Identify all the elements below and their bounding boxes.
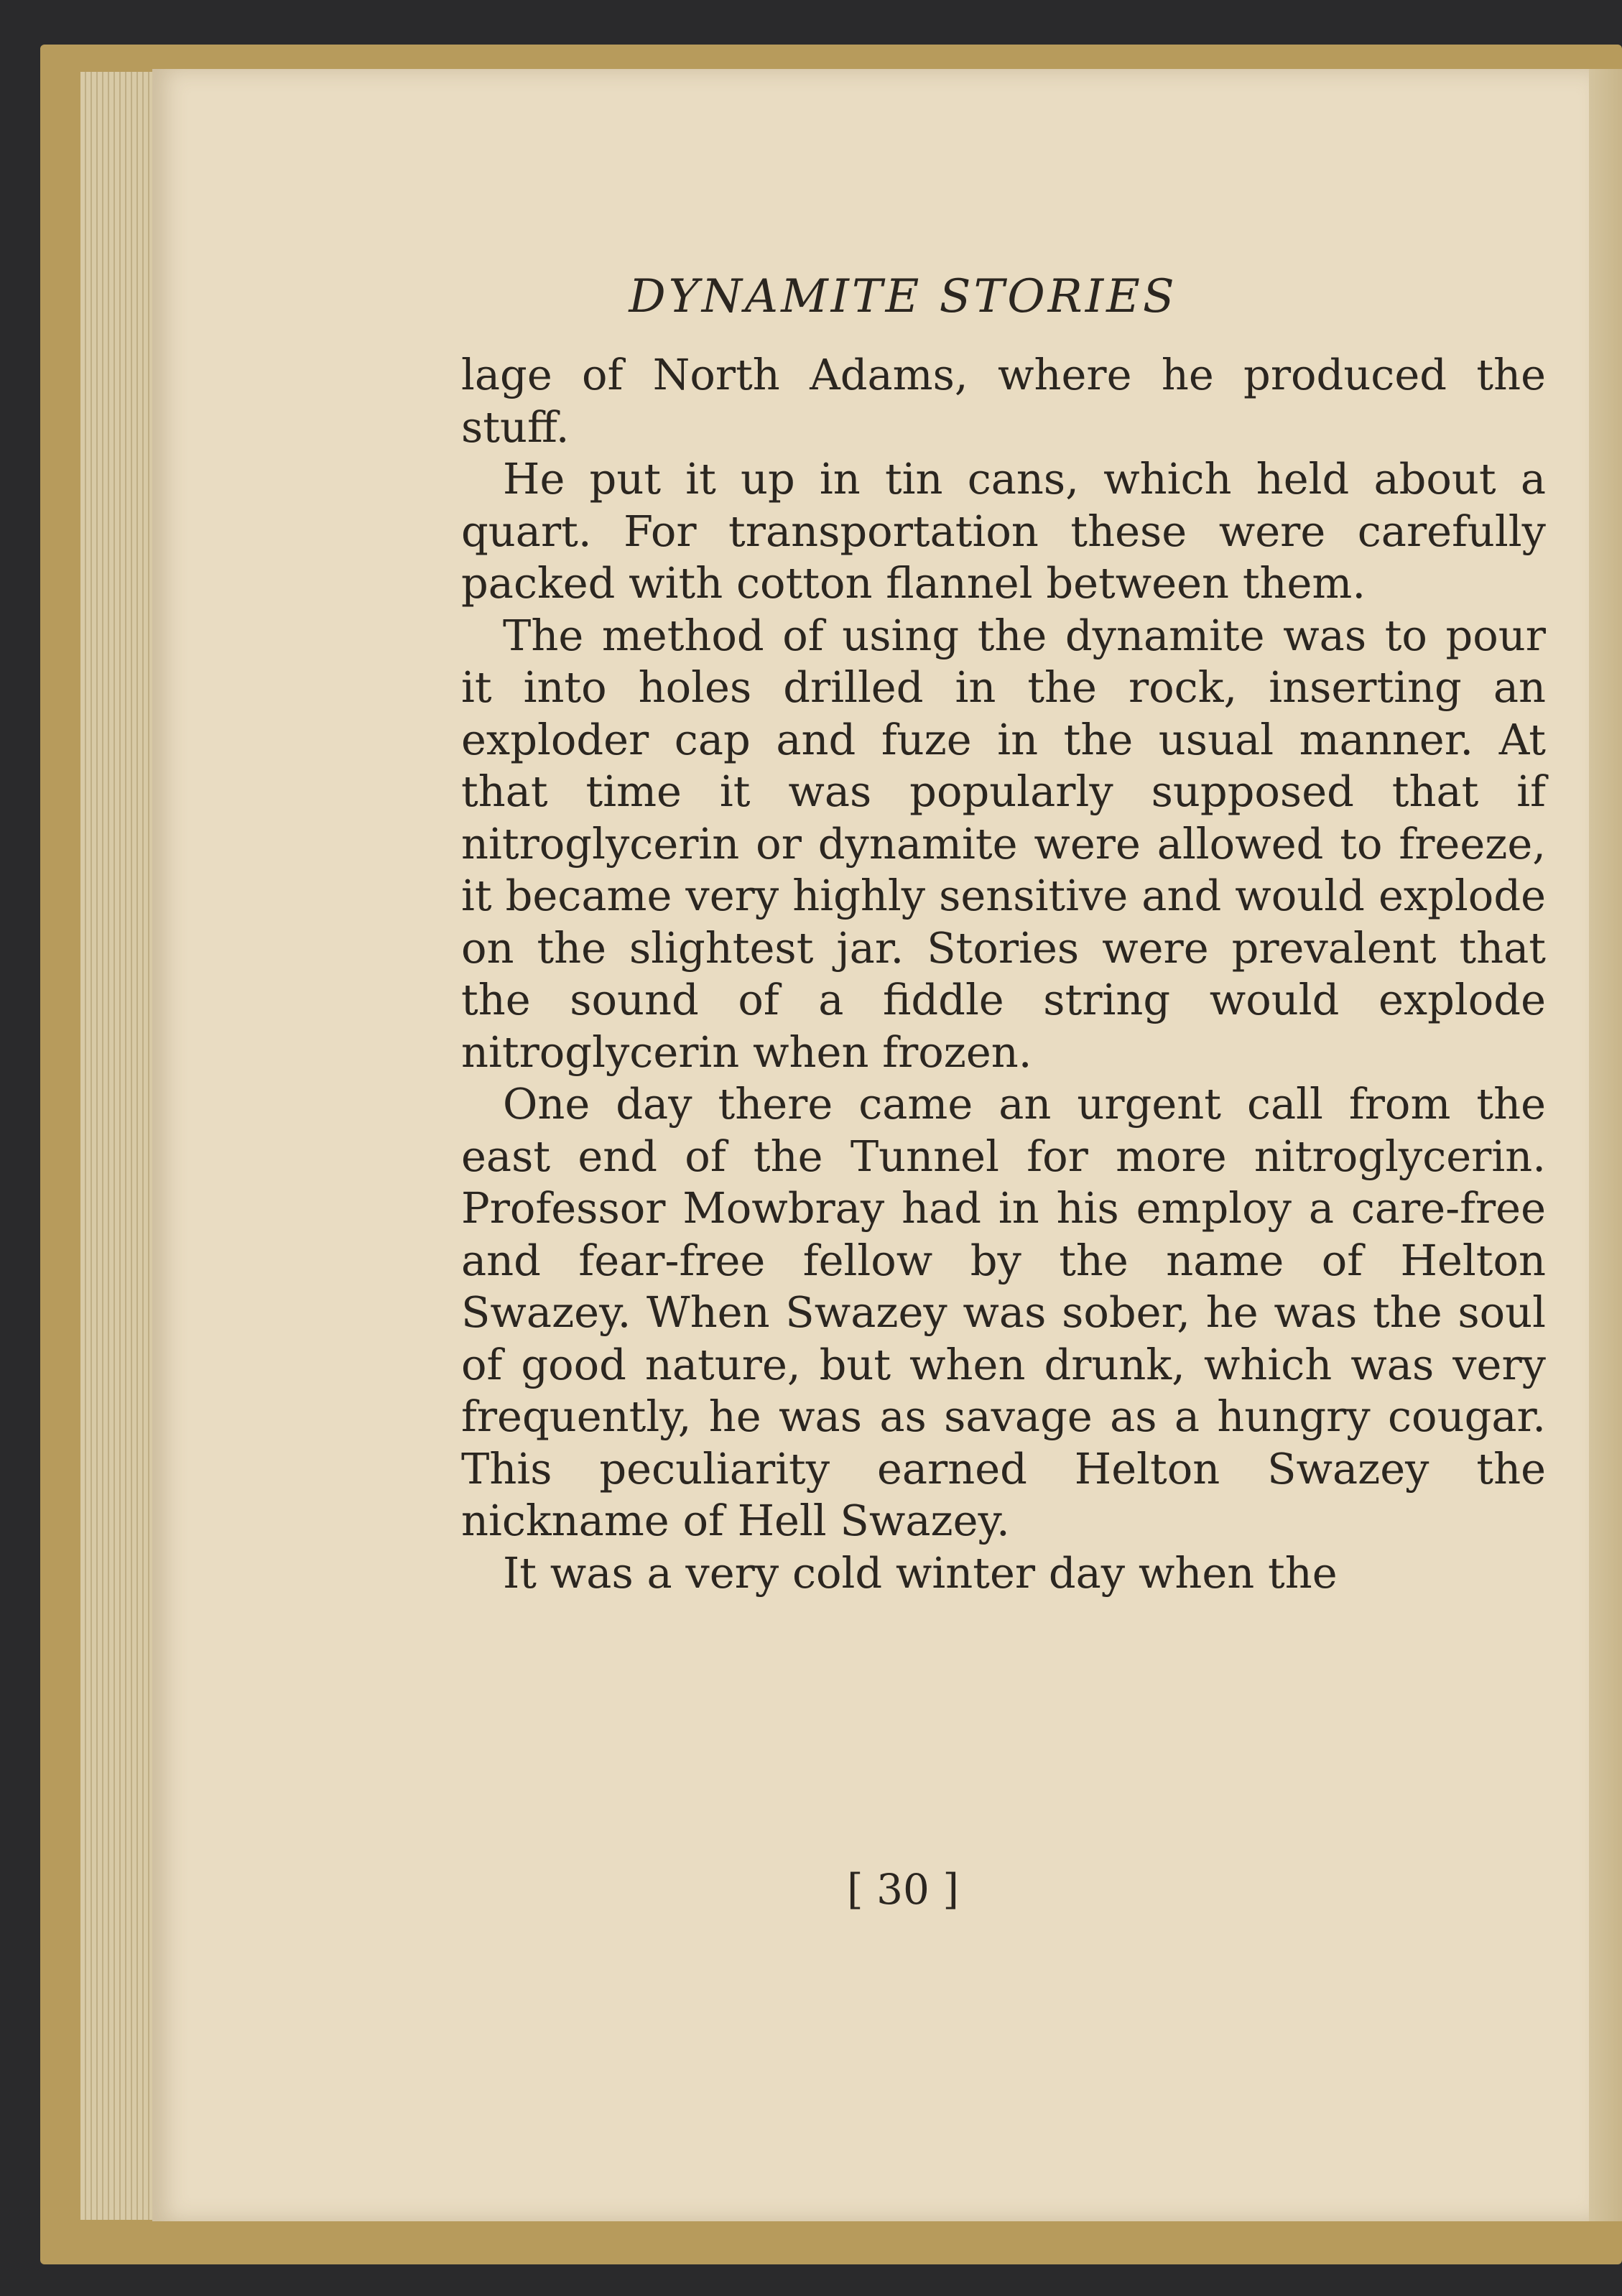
body-text: [461, 349, 1546, 1599]
paragraph: lage of North Adams, where he produced the stuff.: [461, 350, 1546, 452]
paragraph: One day there came an urgent call from the east end of the Tunnel for more nitroglycerin. Professor Mowbray had in his employ a care-free and fear-free fellow by the name of Helton Swazey. When Swazey was sober, he was the soul of good nature, but when drunk, which was very frequently, he was as savage as a hungry cougar. This peculiarity earned Helton Swazey the nickname of Hell Swazey.: [461, 1079, 1546, 1545]
paragraph: He put it up in tin cans, which held about a quart. For transportation these were carefully packed with cotton flannel between them.: [461, 454, 1546, 608]
running-head: DYNAMITE STORIES: [629, 270, 1177, 323]
book-page: [152, 69, 1589, 2221]
page-number: [ 30 ]: [847, 1865, 959, 1914]
paragraph: The method of using the dynamite was to pour it into holes drilled in the rock, inserting an exploder cap and fuze in the usual manner. At that time it was popularly supposed that if nitroglycerin or dynamite were allowed to freeze, it became very highly sensitive and would explode on the slightest jar. Stories were prevalent that the sound of a fiddle string would explode nitroglycerin when frozen.: [461, 610, 1546, 1077]
paragraph: It was a very cold winter day when the: [503, 1547, 1338, 1598]
